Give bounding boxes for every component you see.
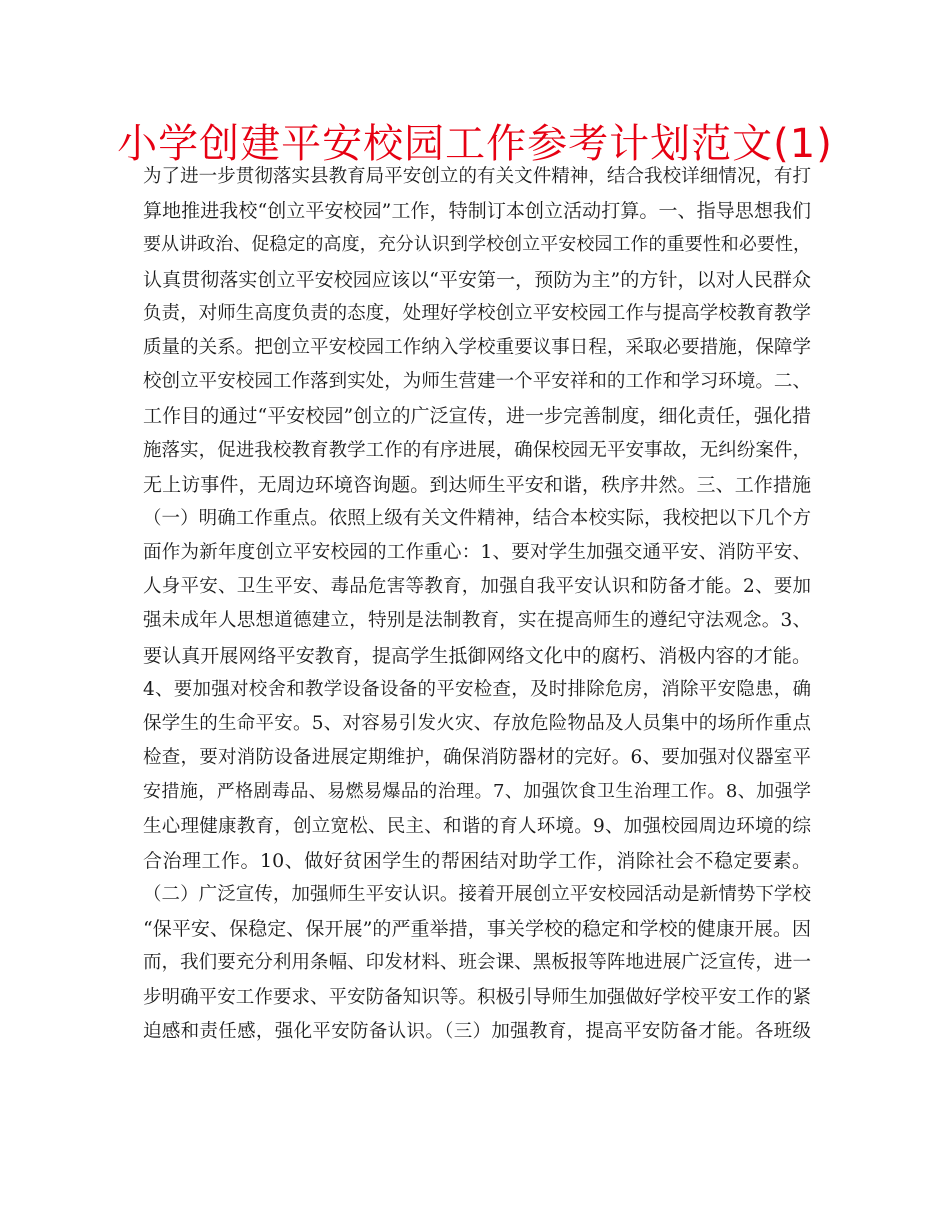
body-line: 4、要加强对校舍和教学设备设备的平安检查，及时排除危房，消除平安隐患，确 xyxy=(143,678,811,700)
body-line: 迫感和责任感，强化平安防备认识。（三）加强教育，提高平安防备才能。各班级 xyxy=(143,1020,811,1042)
body-line: 为了进一步贯彻落实县教育局平安创立的有关文件精神，结合我校详细情况，有打 xyxy=(143,166,811,187)
body-line: 强未成年人思想道德建立，特别是法制教育，实在提高师生的遵纪守法观念。3、 xyxy=(143,610,811,632)
body-line: 安措施，严格剧毒品、易燃易爆品的治理。7、加强饮食卫生治理工作。8、加强学 xyxy=(143,781,811,803)
body-line: 检查，要对消防设备进展定期维护，确保消防器材的完好。6、要加强对仪器室平 xyxy=(143,747,811,769)
document-body xyxy=(143,160,811,1049)
body-line: （二）广泛宣传，加强师生平安认识。接着开展创立平安校园活动是新情势下学校 xyxy=(143,883,811,905)
body-line: 面作为新年度创立平安校园的工作重心：1、要对学生加强交通平安、消防平安、 xyxy=(143,542,811,564)
body-line: 工作目的通过“平安校园”创立的广泛宣传，进一步完善制度，细化责任，强化措 xyxy=(143,405,811,428)
body-line: 校创立平安校园工作落到实处，为师生营建一个平安祥和的工作和学习环境。二、 xyxy=(143,371,811,393)
body-line: 合治理工作。10、做好贫困学生的帮困结对助学工作，消除社会不稳定要素。 xyxy=(143,849,811,872)
document-title: 小学创建平安校园工作参考计划范文(1) xyxy=(117,121,833,167)
body-line: 无上访事件，无周边环境咨询题。到达师生平安和谐，秩序井然。三、工作措施 xyxy=(143,473,811,496)
body-line: 保学生的生命平安。5、对容易引发火灾、存放危险物品及人员集中的场所作重点 xyxy=(143,713,811,734)
body-line: 步明确平安工作要求、平安防备知识等。积极引导师生加强做好学校平安工作的紧 xyxy=(143,986,811,1008)
body-line: （一）明确工作重点。依照上级有关文件精神，结合本校实际，我校把以下几个方 xyxy=(143,507,811,529)
body-line: 要认真开展网络平安教育，提高学生抵御网络文化中的腐朽、消极内容的才能。 xyxy=(143,644,811,667)
body-line: 而，我们要充分利用条幅、印发材料、班会课、黑板报等阵地进展广泛宣传，进一 xyxy=(143,952,811,974)
body-line: “保平安、保稳定、保开展”的严重举措，事关学校的稳定和学校的健康开展。因 xyxy=(143,918,811,941)
body-line: 认真贯彻落实创立平安校园应该以“平安第一，预防为主”的方针，以对人民群众 xyxy=(143,268,811,291)
body-line: 施落实，促进我校教育教学工作的有序进展，确保校园无平安事故，无纠纷案件， xyxy=(143,439,811,461)
body-line: 人身平安、卫生平安、毒品危害等教育，加强自我平安认识和防备才能。2、要加 xyxy=(143,576,811,598)
body-line: 质量的关系。把创立平安校园工作纳入学校重要议事日程，采取必要措施，保障学 xyxy=(143,336,811,358)
body-line: 负责，对师生高度负责的态度，处理好学校创立平安校园工作与提高学校教育教学 xyxy=(143,302,811,324)
body-line: 算地推进我校“创立平安校园”工作，特制订本创立活动打算。一、指导思想我们 xyxy=(143,200,811,223)
body-line: 生心理健康教育，创立宽松、民主、和谐的育人环境。9、加强校园周边环境的综 xyxy=(143,815,811,837)
body-line: 要从讲政治、促稳定的高度，充分认识到学校创立平安校园工作的重要性和必要性， xyxy=(143,234,811,256)
